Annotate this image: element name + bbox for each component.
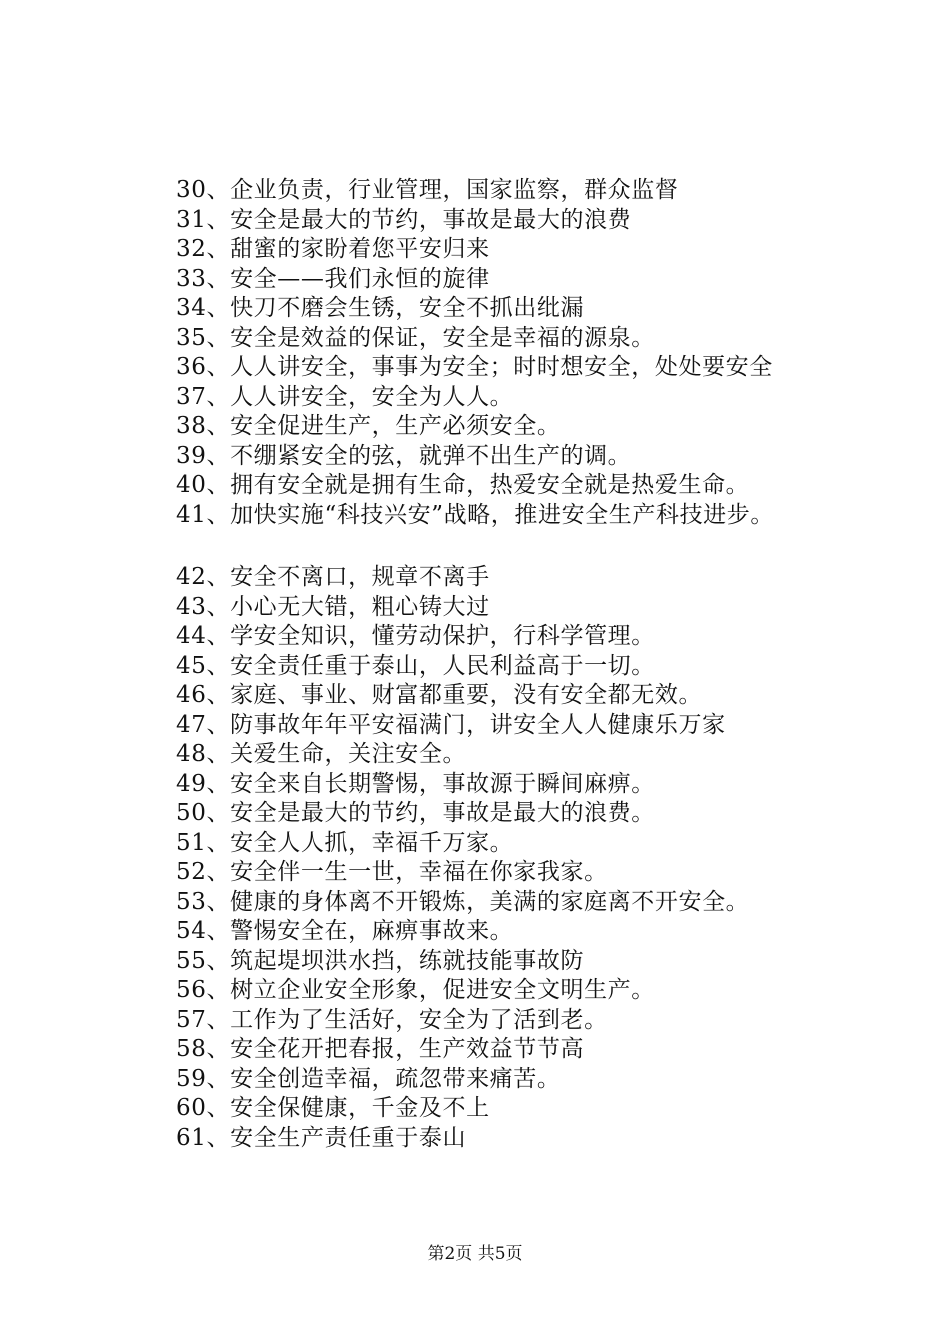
list-item: 60、安全保健康，千金及不上 [176, 1095, 490, 1121]
list-item: 54、警惕安全在，麻痹事故来。 [176, 918, 514, 944]
list-item: 52、安全伴一生一世，幸福在你家我家。 [176, 859, 608, 885]
list-item: 47、防事故年年平安福满门，讲安全人人健康乐万家 [176, 711, 726, 738]
list-item: 36、人人讲安全，事事为安全；时时想安全，处处要安全 [176, 354, 773, 380]
list-item: 55、筑起堤坝洪水挡，练就技能事故防 [176, 947, 585, 974]
list-item: 46、家庭、事业、财富都重要，没有安全都无效。 [176, 682, 703, 708]
list-item: 41、加快实施“科技兴安”战略，推进安全生产科技进步。 [176, 501, 774, 528]
list-item: 44、学安全知识，懂劳动保护，行科学管理。 [176, 623, 655, 649]
list-item: 50、安全是最大的节约，事故是最大的浪费。 [176, 800, 655, 826]
paragraph-gap [176, 530, 936, 563]
list-item: 53、健康的身体离不开锻炼，美满的家庭离不开安全。 [176, 888, 750, 915]
list-item: 56、树立企业安全形象，促进安全文明生产。 [176, 977, 655, 1003]
list-item: 33、安全——我们永恒的旋律 [176, 265, 490, 292]
list-item: 59、安全创造幸福，疏忽带来痛苦。 [176, 1065, 561, 1092]
list-item: 58、安全花开把春报，生产效益节节高 [176, 1036, 585, 1062]
list-item: 30、企业负责，行业管理，国家监察，群众监督 [176, 177, 679, 203]
list-item: 40、拥有安全就是拥有生命，热爱安全就是热爱生命。 [176, 472, 750, 498]
list-item: 48、关爱生命，关注安全。 [176, 741, 467, 767]
page-footer [0, 1243, 950, 1265]
slogan-list-part-2 [176, 563, 936, 1153]
list-item: 61、安全生产责任重于泰山 [176, 1124, 467, 1151]
slogan-list-part-1 [176, 176, 936, 530]
list-item: 34、快刀不磨会生锈，安全不抓出纰漏 [176, 295, 585, 321]
list-item: 51、安全人人抓，幸福千万家。 [176, 829, 514, 856]
document-body [176, 176, 936, 1153]
list-item: 38、安全促进生产，生产必须安全。 [176, 413, 561, 439]
page-number: 第2页 共5页 [427, 1244, 523, 1264]
list-item: 35、安全是效益的保证，安全是幸福的源泉。 [176, 324, 655, 351]
list-item: 39、不绷紧安全的弦，就弹不出生产的调。 [176, 442, 632, 469]
list-item: 32、甜蜜的家盼着您平安归来 [176, 236, 490, 262]
list-item: 49、安全来自长期警惕，事故源于瞬间麻痹。 [176, 770, 655, 797]
list-item: 45、安全责任重于泰山，人民利益高于一切。 [176, 652, 655, 679]
list-item: 57、工作为了生活好，安全为了活到老。 [176, 1006, 608, 1033]
list-item: 42、安全不离口，规章不离手 [176, 564, 490, 590]
list-item: 31、安全是最大的节约，事故是最大的浪费 [176, 206, 632, 233]
list-item: 43、小心无大错，粗心铸大过 [176, 593, 490, 620]
list-item: 37、人人讲安全，安全为人人。 [176, 383, 514, 410]
